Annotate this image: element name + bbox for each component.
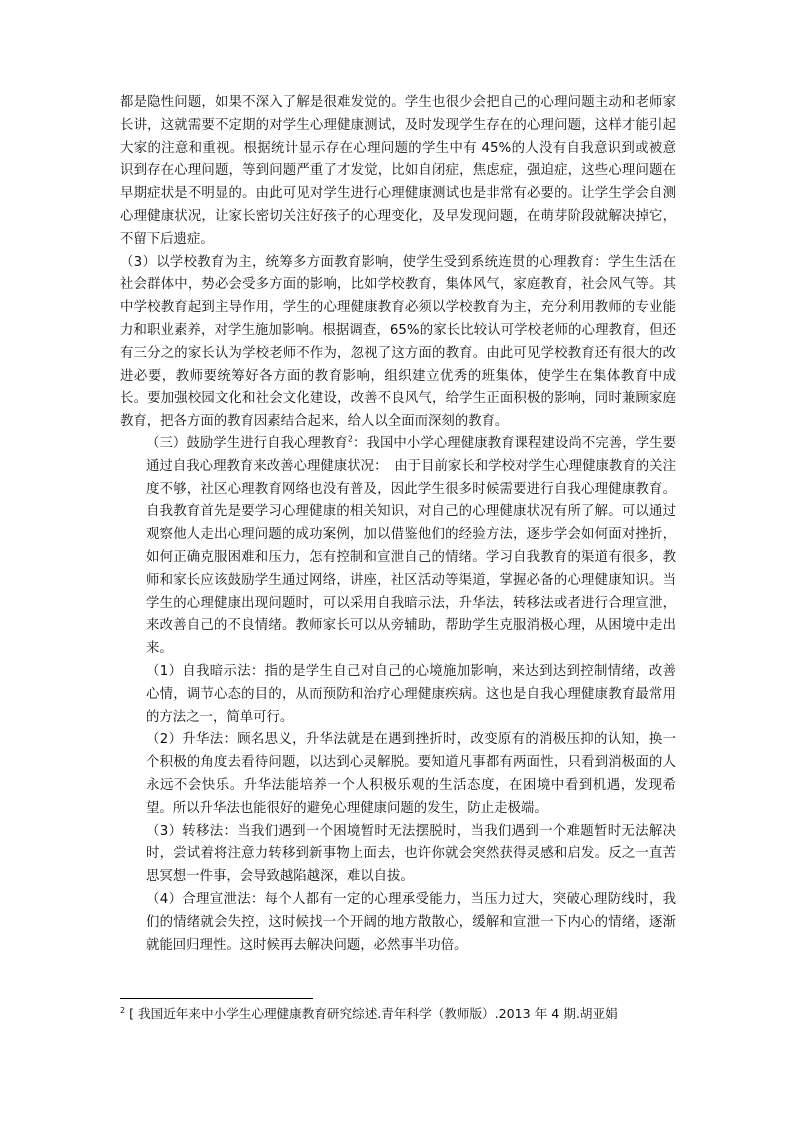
list-item-sublimation: （2）升华法：顾名思义，升华法就是在遇到挫折时，改变原有的消极压抑的认知，换一个积极的角度去看待问题，以达到心灵解脱。要知道凡事都有两面性，只看到消极面的人永远不会快乐。升华法能培养一个人积极乐观的生活态度，在困境中看到机遇，发现希望。所以升华法也能很好的避免心理健康问题的发生，防止走极端。 <box>146 732 676 816</box>
list-item-transfer: （3）转移法：当我们遇到一个困境暂时无法摆脱时，当我们遇到一个难题暂时无法解决时，尝试着将注意力转移到新事物上面去，也许你就会突然获得灵感和启发。反之一直苦思冥想一件事，会导致越陷越深，难以自拔。 <box>146 823 676 885</box>
body-section-2 <box>146 433 676 957</box>
footnote-reference[interactable]: 2 <box>347 434 353 444</box>
footnote-text: [ 我国近年来中小学生心理健康教育研究综述.青年科学（教师版）.2013 年 4 期.胡亚娟 <box>129 1006 618 1021</box>
list-item-self-suggestion: （1）自我暗示法：指的是学生自己对自己的心境施加影响，来达到达到控制情绪，改善心情，调节心态的目的，从而预防和治疗心理健康疾病。这也是自我心理健康教育最常用的方法之一，简单可行。 <box>146 663 676 725</box>
paragraph-self-education-body: ：我国中小学心理健康教育课程建设尚不完善，学生要通过自我心理教育来改善心理健康状况： 由于目前家长和学校对学生心理健康教育的关注度不够，社区心理教育网络也没有普及，因此学生很多时候需要进行自我心理健康教育。自我教育首先是要学习心理健康的相关知识，对自己的心理健康状况有所了解。可以通过观察他人走出心理问题的成功案例，加以借鉴他们的经验方法，逐步学会如何面对挫折，如何正确克服困难和压力，怎有控制和宣泄自己的情绪。学习自我教育的渠道有很多，教师和家长应该鼓励学生通过网络，讲座，社区活动等渠道，掌握必备的心理健康知识。当学生的心理健康出现问题时，可以采用自我暗示法，升华法，转移法或者进行合理宣泄，来改善自己的不良情绪。教师家长可以从旁辅助，帮助学生克服消极心理，从困境中走出来。 <box>146 436 677 657</box>
section-heading-self-education: （三）鼓励学生进行自我心理教育 <box>146 436 348 451</box>
list-item-venting: （4）合理宣泄法：每个人都有一定的心理承受能力，当压力过大，突破心理防线时，我们的情绪就会失控，这时候找一个开阔的地方散散心，缓解和宣泄一下内心的情绪，逐渐就能回归理性。这时候再去解决问题，必然事半功倍。 <box>146 891 676 953</box>
paragraph-school-education: （3）以学校教育为主，统筹多方面教育影响，使学生受到系统连贯的心理教育：学生生活在社会群体中，势必会受多方面的影响，比如学校教育，集体风气，家庭教育，社会风气等。其中学校教育起到主导作用，学生的心理健康教育必须以学校教育为主，充分利用教师的专业能力和职业素养，对学生施加影响。根据调查，65%的家长比较认可学校老师的心理教育，但还有三分之的家长认为学校老师不作为，忽视了这方面的教育。由此可见学校教育还有很大的改进必要，教师要统筹好各方面的教育影响，组织建立优秀的班集体，使学生在集体教育中成长。要加强校园文化和社会文化建设，改善不良风气，给学生正面积极的影响，同时兼顾家庭教育，把各方面的教育因素结合起来，给人以全面而深刻的教育。 <box>120 254 676 430</box>
paragraph-mental-test: 都是隐性问题，如果不深入了解是很难发觉的。学生也很少会把自己的心理问题主动和老师家长讲，这就需要不定期的对学生心理健康测试，及时发现学生存在的心理问题，这样才能引起大家的注意和重视。根据统计显示存在心理问题的学生中有 45%的人没有自我意识到或被意识到存在心理问题，等到问题严重了才发觉，比如自闭症，焦虑症，强迫症，这些心理问题在早期症状是不明显的。由此可见对学生进行心理健康测试也是非常有必要的。让学生学会自测心理健康状况，让家长密切关注好孩子的心理变化，及早发现问题，在萌芽阶段就解决掉它，不留下后遗症。 <box>120 95 676 247</box>
footnote-separator <box>120 998 313 999</box>
body-section-1 <box>120 92 676 434</box>
footnote <box>120 1005 700 1023</box>
paragraph-self-education <box>146 433 676 661</box>
footnote-mark: 2 <box>120 1005 126 1015</box>
